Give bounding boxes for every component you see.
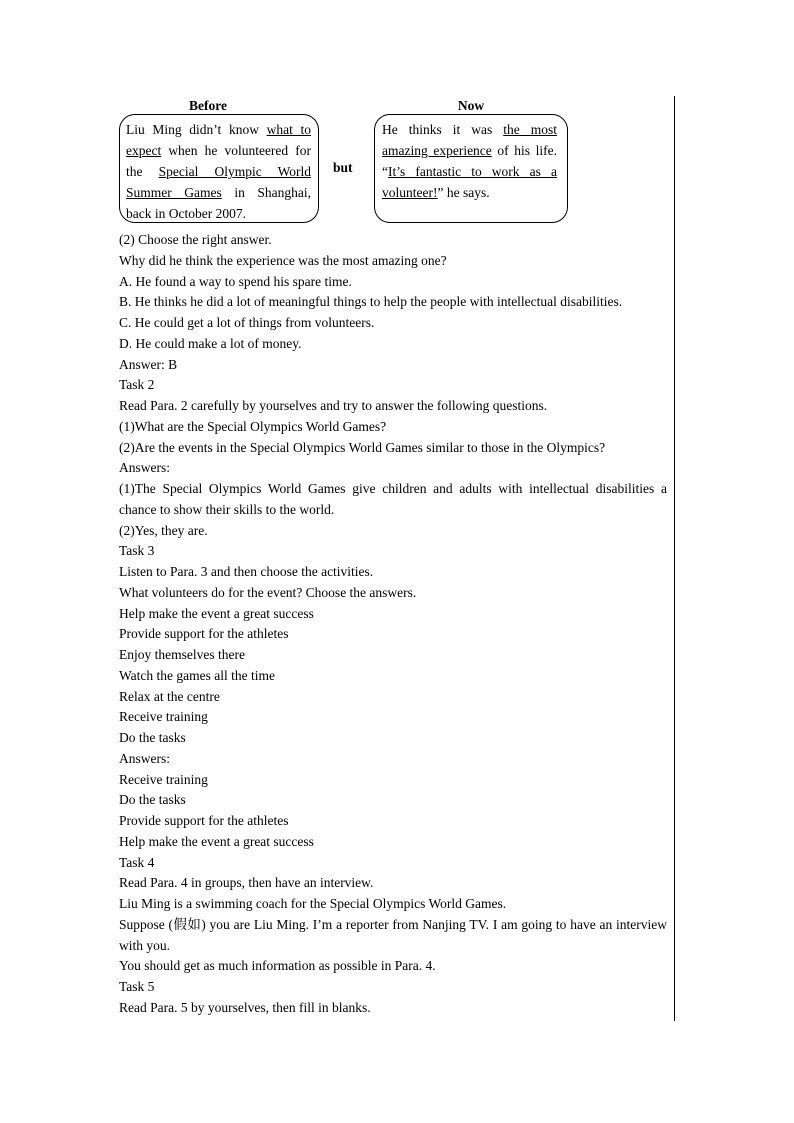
answers-label: Answers: xyxy=(119,750,170,766)
option-c: C. He could get a lot of things from volunteers. xyxy=(119,315,375,330)
now-text-2: of his life. “ xyxy=(382,143,557,179)
task-4-note: You should get as much information as possible in Para. 4. xyxy=(119,958,436,974)
option-b: B. He thinks he did a lot of meaningful things to help the people with intellectual disabilities. xyxy=(119,294,623,310)
task-3-instruction: Listen to Para. 3 and then choose the activities. xyxy=(119,564,374,579)
answers-label: Answers: xyxy=(119,460,170,476)
before-underline-2: Special Olympic World Summer Games xyxy=(126,164,311,200)
before-text-3: in Shanghai, back in October 2007. xyxy=(126,185,311,221)
activity-item: Watch the games all the time xyxy=(119,667,275,683)
task-3-question: What volunteers do for the event? Choose the answers. xyxy=(119,584,417,600)
task-2-question-2: (2)Are the events in the Special Olympics World Games similar to those in the Olympics? xyxy=(119,439,606,455)
now-text-3: ” he says. xyxy=(437,185,490,200)
task-3-heading: Task 3 xyxy=(119,543,155,559)
before-text-1: Liu Ming didn’t know xyxy=(126,122,267,137)
answer-item: Help make the event a great success xyxy=(119,833,314,849)
answer-item: Provide support for the athletes xyxy=(119,813,289,828)
before-text-2: when he volunteered for the xyxy=(126,143,311,179)
option-a: A. He found a way to spend his spare time. xyxy=(119,273,352,289)
right-margin-rule xyxy=(674,96,675,1021)
activity-item: Provide support for the athletes xyxy=(119,626,289,642)
but-connector: but xyxy=(333,160,353,175)
document-body xyxy=(119,230,667,1019)
task-2-heading: Task 2 xyxy=(119,377,155,393)
task-4-context: Liu Ming is a swimming coach for the Special Olympics World Games. xyxy=(119,896,507,911)
activity-item: Do the tasks xyxy=(119,730,186,745)
task-2-instruction: Read Para. 2 carefully by yourselves and try to answer the following questions. xyxy=(119,398,548,413)
now-text-1: He thinks it was xyxy=(382,122,504,137)
question-prompt: (2) Choose the right answer. xyxy=(119,232,272,247)
task-5-instruction: Read Para. 5 by yourselves, then fill in blanks. xyxy=(119,999,371,1015)
before-underline-1: what to expect xyxy=(126,122,311,158)
task-4-instruction: Read Para. 4 in groups, then have an interview. xyxy=(119,875,374,891)
activity-item: Help make the event a great success xyxy=(119,605,314,621)
answer-item: Receive training xyxy=(119,771,208,787)
now-box xyxy=(374,114,568,223)
task-4-heading: Task 4 xyxy=(119,854,155,870)
activity-item: Relax at the centre xyxy=(119,688,220,704)
task-2-question-1: (1)What are the Special Olympics World Games? xyxy=(119,418,387,434)
task-5-heading: Task 5 xyxy=(119,979,155,994)
now-underline-1: the most amazing experience xyxy=(382,122,557,158)
activity-item: Receive training xyxy=(119,709,208,725)
question-text: Why did he think the experience was the most amazing one? xyxy=(119,252,447,268)
before-header: Before xyxy=(189,98,227,113)
task-2-answer-1: (1)The Special Olympics World Games give children and adults with intellectual disabilities a chance to show their skills to the world. xyxy=(119,481,667,517)
before-box xyxy=(119,114,319,223)
activity-item: Enjoy themselves there xyxy=(119,647,245,662)
option-d: D. He could make a lot of money. xyxy=(119,335,302,351)
now-underline-2: It’s fantastic to work as a volunteer! xyxy=(382,164,557,200)
answer-line: Answer: B xyxy=(119,356,178,372)
task-4-scenario: Suppose (假如) you are Liu Ming. I’m a reporter from Nanjing TV. I am going to have an interview with you. xyxy=(119,916,667,953)
answer-item: Do the tasks xyxy=(119,792,186,808)
now-header: Now xyxy=(457,98,485,113)
task-2-answer-2: (2)Yes, they are. xyxy=(119,522,208,538)
